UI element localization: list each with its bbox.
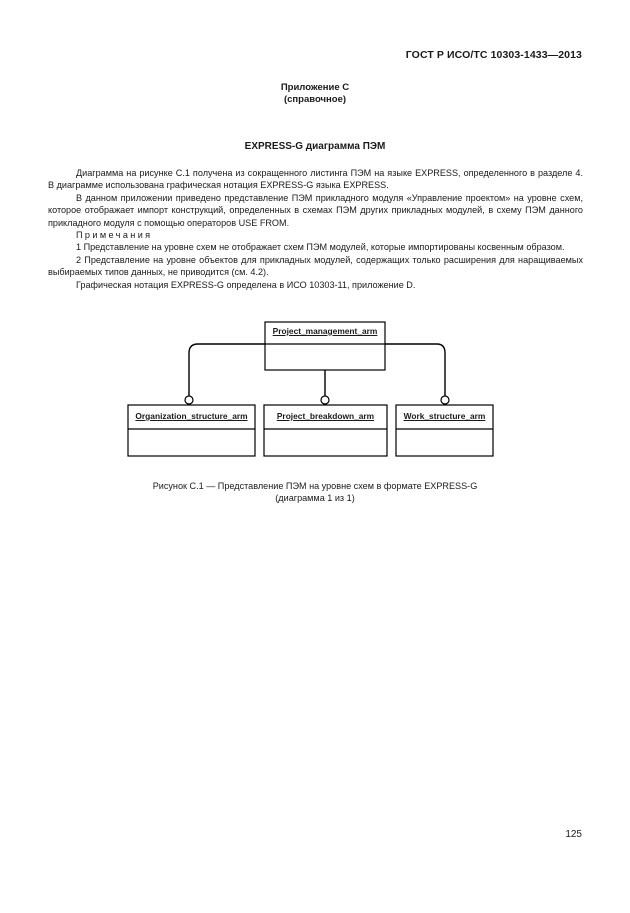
use-from-circle-work-structure	[441, 396, 449, 404]
document-code: ГОСТ Р ИСО/ТС 10303-1433—2013	[405, 49, 582, 61]
root-schema-label: Project_management_arm	[272, 326, 378, 336]
notes-heading: Примечания	[76, 230, 153, 241]
use-from-circle-organization	[185, 396, 193, 404]
connector-organization	[189, 344, 265, 396]
caption-line-1: Рисунок С.1 — Представление ПЭМ на уровне схем в формате EXPRESS-G	[152, 481, 478, 491]
connector-work-structure	[385, 344, 445, 396]
paragraph-2: В данном приложении приведено представление ПЭМ прикладного модуля «Управление проектом» на уровне схем, которое отображает импорт конструкций, определенных в схемах ПЭМ других прикладных модулей, в схему ПЭМ данного прикладного модуля с помощью операторов USE FROM.	[48, 192, 583, 228]
appendix-title: Приложение С	[280, 82, 350, 93]
paragraph-3: Графическая нотация EXPRESS-G определена в ИСО 10303-11, приложение D.	[76, 279, 416, 290]
caption-line-2: (диаграмма 1 из 1)	[275, 493, 355, 504]
child-label-organization: Organization_structure_arm	[135, 411, 248, 421]
paragraph-1: Диаграмма на рисунке С.1 получена из сокращенного листинга ПЭМ на языке EXPRESS, определенного в разделе 4. В диаграмме использована графическая нотация EXPRESS-G языка EXPRESS.	[48, 168, 583, 191]
child-label-project-breakdown: Project_breakdown_arm	[276, 411, 375, 421]
child-label-work-structure: Work_structure_arm	[403, 411, 486, 421]
figure-caption	[0, 480, 630, 505]
note-1: 1 Представление на уровне схем не отображает схем ПЭМ модулей, которые импортированы косвенным образом.	[76, 242, 565, 253]
use-from-circle-project-breakdown	[321, 396, 329, 404]
section-title: EXPRESS-G диаграмма ПЭМ	[244, 141, 386, 152]
page-number: 125	[565, 829, 582, 840]
note-2: 2 Представление на уровне объектов для прикладных модулей, содержащих только расширения для наращиваемых выбираемых типов данных, не приводится (см. 4.2).	[48, 254, 583, 278]
appendix-subtitle: (справочное)	[283, 94, 347, 105]
